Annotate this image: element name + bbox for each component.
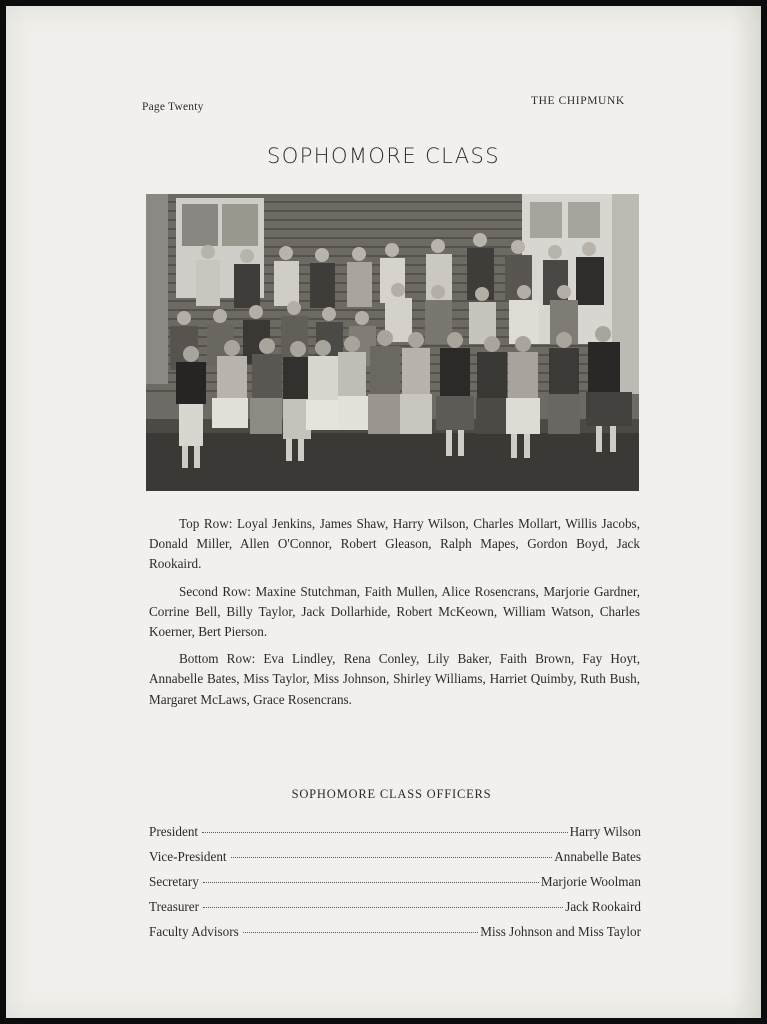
officers-heading: SOPHOMORE CLASS OFFICERS — [291, 787, 492, 801]
officer-name: Harry Wilson — [569, 824, 641, 839]
officer-row — [149, 874, 641, 899]
caption-second-row: Second Row: Maxine Stutchman, Faith Mullen, Alice Rosencrans, Marjorie Gardner, Corrine Bell, Billy Taylor, Jack Dollarhide, Robert McKeown, William Watson, Charles Koerner, Bert Pierson. — [149, 583, 640, 640]
officer-row — [149, 924, 641, 949]
officer-role: Secretary — [149, 874, 199, 889]
yearbook-page — [6, 6, 761, 1018]
officer-row — [149, 899, 641, 924]
officer-name: Annabelle Bates — [554, 849, 641, 864]
publication-title: THE CHIPMUNK — [531, 95, 625, 107]
officer-name: Marjorie Woolman — [540, 874, 641, 889]
dot-leader — [203, 882, 539, 883]
dot-leader — [243, 932, 478, 933]
officer-role: President — [149, 824, 199, 839]
dot-leader — [231, 857, 553, 858]
officer-name: Miss Johnson and Miss Taylor — [480, 924, 641, 939]
caption-top-row: Top Row: Loyal Jenkins, James Shaw, Harry Wilson, Charles Mollart, Willis Jacobs, Donald Miller, Allen O'Connor, Robert Gleason, Ralph Mapes, Gordon Boyd, Jack Rookaird. — [149, 516, 640, 572]
caption-bottom-row: Bottom Row: Eva Lindley, Rena Conley, Lily Baker, Faith Brown, Fay Hoyt, Annabelle Bates, Miss Taylor, Miss Johnson, Shirley Williams, Harriet Quimby, Ruth Bush, Margaret McLaws, Grace Rosencrans. — [149, 651, 640, 707]
officers-list — [149, 824, 641, 949]
dot-leader — [202, 832, 568, 833]
officer-role: Faculty Advisors — [149, 924, 239, 939]
officer-role: Vice-President — [149, 849, 227, 864]
officer-name: Jack Rookaird — [565, 899, 641, 914]
photo-caption — [149, 514, 640, 717]
page-number: Page Twenty — [142, 101, 204, 113]
officer-row — [149, 824, 641, 849]
dot-leader — [203, 907, 563, 908]
class-group-photo-icon — [146, 194, 639, 491]
officer-role: Treasurer — [149, 899, 200, 914]
officer-row — [149, 849, 641, 874]
page-title: SOPHOMORE CLASS — [267, 144, 500, 168]
